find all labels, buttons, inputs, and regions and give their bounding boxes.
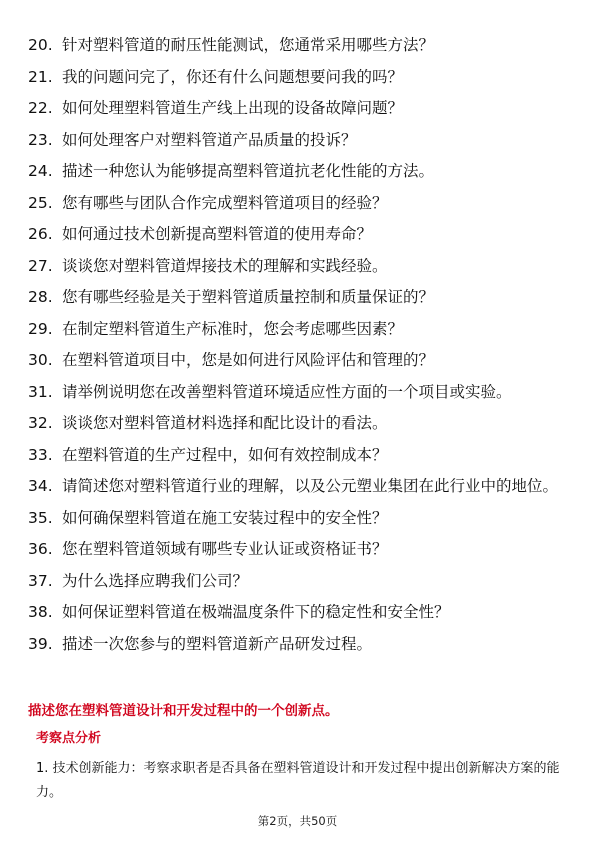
question-item: [28, 320, 568, 339]
question-item: [28, 446, 568, 465]
question-number: 31.: [28, 382, 53, 401]
question-text: 为什么选择应聘我们公司？: [62, 571, 249, 590]
question-text: 描述一种您认为能够提高塑料管道抗老化性能的方法。: [62, 162, 435, 180]
question-item: [28, 635, 568, 654]
question-number: 27.: [28, 256, 53, 275]
question-number: 28.: [28, 288, 53, 306]
question-item: [28, 351, 568, 370]
question-text: 如何处理塑料管道生产线上出现的设备故障问题？: [62, 99, 404, 117]
analysis-title: 考察点分析: [36, 731, 102, 746]
question-text: 我的问题问完了，你还有什么问题想要问我的吗？: [62, 67, 404, 86]
question-item: [28, 509, 568, 528]
question-number: 38.: [28, 603, 53, 621]
question-number: 22.: [28, 99, 53, 117]
question-number: 25.: [28, 193, 53, 212]
question-number: 24.: [28, 162, 53, 180]
question-item: [28, 225, 568, 244]
question-text: 谈谈您对塑料管道材料选择和配比设计的看法。: [62, 414, 388, 432]
question-text: 在塑料管道项目中，您是如何进行风险评估和管理的？: [62, 351, 435, 369]
question-number: 21.: [28, 67, 53, 86]
question-number: 35.: [28, 508, 53, 527]
question-text: 您在塑料管道领域有哪些专业认证或资格证书？: [62, 540, 388, 558]
question-text: 如何通过技术创新提高塑料管道的使用寿命？: [62, 225, 373, 243]
question-item: [28, 36, 568, 55]
question-text: 请简述您对塑料管道行业的理解，以及公元塑业集团在此行业中的地位。: [62, 477, 559, 495]
question-item: [28, 572, 568, 591]
question-item: [28, 477, 568, 496]
question-number: 26.: [28, 225, 53, 243]
question-text: 如何确保塑料管道在施工安装过程中的安全性？: [62, 508, 388, 527]
question-number: 23.: [28, 130, 53, 149]
question-item: [28, 68, 568, 87]
question-text: 如何处理客户对塑料管道产品质量的投诉？: [62, 130, 357, 149]
question-number: 29.: [28, 319, 53, 338]
question-text: 在制定塑料管道生产标准时，您会考虑哪些因素？: [62, 319, 404, 338]
question-text: 谈谈您对塑料管道焊接技术的理解和实践经验。: [62, 256, 388, 275]
question-text: 描述一次您参与的塑料管道新产品研发过程。: [62, 634, 373, 653]
question-number: 39.: [28, 634, 53, 653]
question-number: 36.: [28, 540, 53, 558]
question-item: [28, 162, 568, 181]
question-item: [28, 603, 568, 622]
question-text: 如何保证塑料管道在极端温度条件下的稳定性和安全性？: [62, 603, 450, 621]
question-number: 33.: [28, 445, 53, 464]
question-item: [28, 257, 568, 276]
question-item: [28, 383, 568, 402]
question-item: [28, 414, 568, 433]
question-item: [28, 288, 568, 307]
question-number: 32.: [28, 414, 53, 432]
question-number: 30.: [28, 351, 53, 369]
question-list: [28, 36, 568, 666]
question-number: 37.: [28, 571, 53, 590]
question-text: 请举例说明您在改善塑料管道环境适应性方面的一个项目或实验。: [62, 382, 512, 401]
question-item: [28, 194, 568, 213]
question-text: 在塑料管道的生产过程中，如何有效控制成本？: [62, 445, 388, 464]
question-item: [28, 540, 568, 559]
question-number: 34.: [28, 477, 53, 495]
question-number: 20.: [28, 36, 53, 54]
page-footer: 第2页，共50页: [257, 814, 338, 828]
question-item: [28, 131, 568, 150]
highlighted-question: 描述您在塑料管道设计和开发过程中的一个创新点。: [28, 703, 339, 719]
question-text: 您有哪些与团队合作完成塑料管道项目的经验？: [62, 193, 388, 212]
question-text: 针对塑料管道的耐压性能测试，您通常采用哪些方法？: [62, 36, 435, 54]
question-item: [28, 99, 568, 118]
question-text: 您有哪些经验是关于塑料管道质量控制和质量保证的？: [62, 288, 435, 306]
analysis-text: 1. 技术创新能力：考察求职者是否具备在塑料管道设计和开发过程中提出创新解决方案的能力。: [36, 761, 560, 800]
